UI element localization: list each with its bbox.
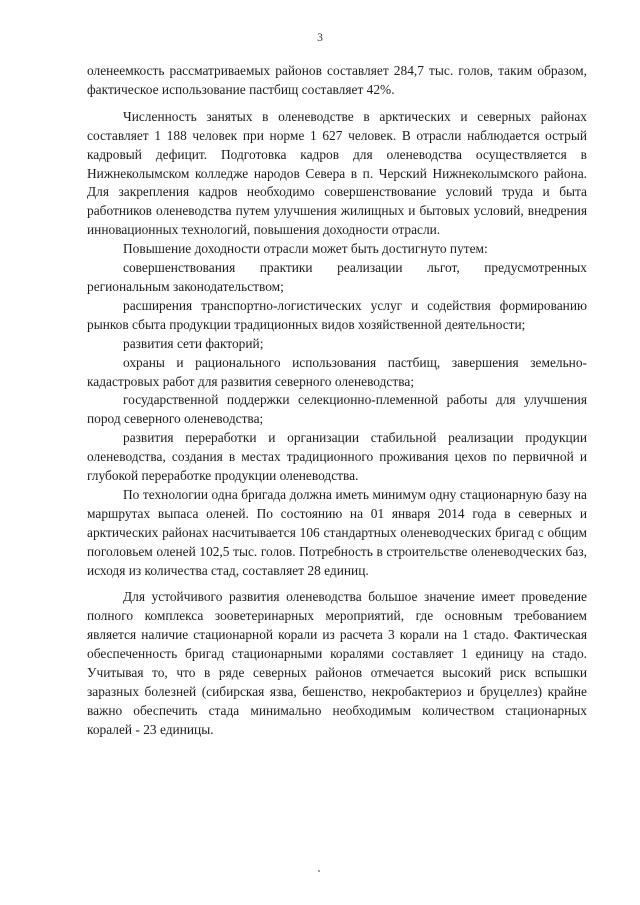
paragraph-veterinary: Для устойчивого развития оленеводства большое значение имеет проведение полного комплекса зооветеринарных мероприятий, где основным требованием является наличие стационарной корали из расчета 3 корали на 1 стадо. Фактическая обеспеченность бригад стационарными коралями составляет 1 единицу на стадо. Учитывая то, что в ряде северных районов отмечается высокий риск вспышки заразных болезней (сибирская язва, бешенство, некробактериоз и бруцеллез) крайне важно обеспечить стада минимально необходимым количеством стационарных коралей - 23 единицы. [87, 589, 587, 737]
paragraph-staff-count: Численность занятых в оленеводстве в арктических и северных районах составляет 1 188 человек при норме 1 627 человек. В отрасли наблюдается острый кадровый дефицит. Подготовка кадров для оленеводства осуществляется в Нижнеколымском колледже народов Севера в п. Черский Нижнеколымского района. Для закрепления кадров необходимо совершенствование условий труда и быта работников оленеводства путем улучшения жилищных и бытовых условий, внедрения инновационных технологий, повышения доходности отрасли. [87, 108, 587, 238]
page-number: 3 [317, 32, 323, 44]
list-item-breeding: государственной поддержки селекционно-племенной работы для улучшения пород северного оленеводства; [87, 392, 587, 427]
list-item-processing: развития переработки и организации стабильной реализации продукции оленеводства, создания в местах традиционного проживания цехов по первичной и глубокой переработке продукции оленеводства. [87, 430, 587, 484]
paragraph-pasture-capacity: оленеемкость рассматриваемых районов составляет 284,7 тыс. голов, таким образом, фактическое использование пастбищ составляет 42%. [87, 63, 587, 97]
paragraph-income-intro: Повышение доходности отрасли может быть достигнуто путем: [123, 241, 488, 257]
document-body [87, 62, 587, 740]
paragraph-brigades: По технологии одна бригада должна иметь минимум одну стационарную базу на маршрутах выпаса оленей. По состоянию на 01 января 2014 года в северных и арктических районах насчитывается 106 стандартных оленеводческих бригад с общим поголовьем оленей 102,5 тыс. голов. Потребность в строительстве оленеводческих баз, исходя из количества стад, составляет 28 единиц. [87, 486, 587, 578]
list-item-benefits: совершенствования практики реализации льгот, предусмотренных региональным законодательством; [87, 260, 587, 294]
scan-speck [318, 870, 320, 872]
list-item-logistics: расширения транспортно-логистических услуг и содействия формированию рынков сбыта продукции традиционных видов хозяйственной деятельности; [87, 297, 587, 332]
list-item-trading-posts: развития сети факторий; [123, 335, 264, 351]
list-item-pastures: охраны и рационального использования пастбищ, завершения земельно-кадастровых работ для развития северного оленеводства; [87, 354, 587, 389]
